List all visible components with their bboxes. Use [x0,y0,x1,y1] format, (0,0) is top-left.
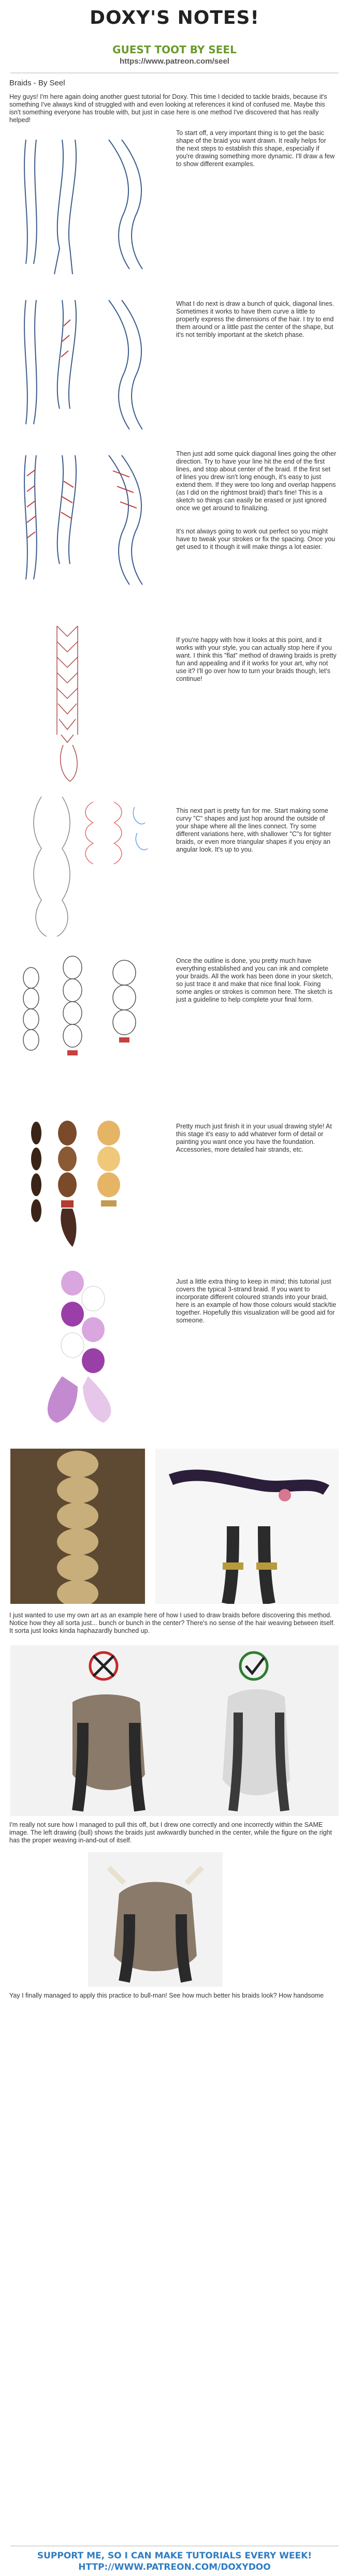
braid-painting-right [155,1449,339,1604]
old-art-example-right [155,1449,339,1604]
final-paragraph: Yay I finally managed to apply this practice to bull-man! See how much better his braids look? How handsome [9,1992,324,1999]
braid-shapes-sketch [10,129,171,285]
intro-paragraph: Hey guys! I'm here again doing another guest tutorial for Doxy. This time I decided to tackle braids, because it's something I've always kind of struggled with and even looking at references it kind of confused me. Maybe this isn't something everyone has trouble with, but just in case here is one method I've discovered that has really helped! [9,93,327,124]
final-bull-image [88,1852,223,1987]
colored-strands-diagram [31,1262,155,1428]
crossing-lines-sketch [10,445,171,611]
check-mark-icon [240,1652,267,1679]
footer-patreon-link[interactable]: HTTP://WWW.PATREON.COM/DOXYDOO [78,2562,271,2572]
patreon-link[interactable]: https://www.patreon.com/seel [120,57,229,66]
comparison-illustration [10,1645,339,1816]
step7-paragraph: Pretty much just finish it in your usual drawing style! At this stage it's easy to add whatever form of detail or painting you want once you have the foundation. Accessories, more detailed hair strands, etc. [176,1123,332,1153]
braid-painting-left [10,1449,145,1604]
step3-paragraph: Then just add some quick diagonal lines going the other direction. Try to have your line hit the end of the first lines, and stop about center of the braid. If the first set of lines you drew isn't long enough, it's easy to just extend them. If they were too long and overlap happens (as I did on the rightmost braid) that's fine! This is a sketch so things can easily be erased or just ignored once we get around to finalizing. [176,450,337,512]
step1-paragraph: To start off, a very important thing is to get the basic shape of the braid you want drawn. It really helps for the next steps to establish this shape, especially if you're drawing something more dynamic. I'll draw a few to show different examples. [176,129,335,168]
step2-paragraph: What I do next is draw a bunch of quick, diagonal lines. Sometimes it works to have them curve a little to properly express the dimensions of the hair. I try to end them around or a little past the center of the shape, but it's not terribly important at the sketch phase. [176,300,335,338]
comparison-image [10,1645,339,1816]
section-title: Braids - By Seel [9,79,65,87]
footer-support-text: SUPPORT ME, SO I CAN MAKE TUTORIALS EVERY WEEK! [37,2551,312,2561]
wrong-mark-icon [90,1652,117,1679]
step8-paragraph: Just a little extra thing to keep in mind; this tutorial just covers the typical 3-strand braid. If you want to incorporate different coloured strands into your braid, here is an example of how those colours would stack/tie together. Hopefully this visualization will be good aid for someone. [176,1278,337,1324]
c-shapes-sketch [10,792,171,942]
comparison-paragraph: I'm really not sure how I managed to pull this off, but I drew one correctly and one incorrectly within the SAME image. The left drawing (bull) shows the braids just awkwardly bunched in the center, while the figure on the right has the proper weaving in-and-out of itself. [9,1821,332,1844]
step4-paragraph: If you're happy with how it looks at this point, and it works with your style, you can actually stop here if you want. I think this "flat" method of drawing braids is pretty fun and appealing and if it works for your art, why not use it? I'll go over how to turn your braids though, let's continue! [176,636,337,682]
old-art-example-left [10,1449,145,1604]
bull-illustration [88,1852,223,1987]
footer-divider [10,2545,339,2547]
inked-braid-drawing [10,947,171,1102]
step5-paragraph: This next part is pretty fun for me. Start making some curvy "C" shapes and just hop around the outside of your shape where all the lines connect. Try some different variations here, with shallower "C"s for tighter braids, or even more triangular shapes if you enjoy an angular look. It's up to you. [176,807,331,853]
page-subtitle: GUEST TOOT BY SEEL [112,43,237,56]
step6-paragraph: Once the outline is done, you pretty much have everything established and you can ink and complete your braids. All the work has been done in your sketch, so just trace it and make that nice final look. Fixing some angles or strokes is common here. The sketch is just a guideline to help complete your final form. [176,957,333,1003]
step3-note-paragraph: It's not always going to work out perfect so you might have to tweak your strokes or fix the spacing. Once you get used to it though it will make things a lot easier. [176,528,336,550]
old-method-paragraph: I just wanted to use my own art as an example here of how I used to draw braids before discovering this method. Notice how they all sorta just... bunch or bunch in the center? There's no sense of the hair weaving between itself. It sorta just looks kinda haphazardly bunched up. [9,1612,335,1634]
header-divider [10,72,339,73]
diagonal-lines-sketch [10,290,171,445]
colored-braids-painting [21,1112,155,1257]
page-title: DOXY'S NOTES! [90,7,259,28]
flat-braid-drawing [21,621,124,786]
